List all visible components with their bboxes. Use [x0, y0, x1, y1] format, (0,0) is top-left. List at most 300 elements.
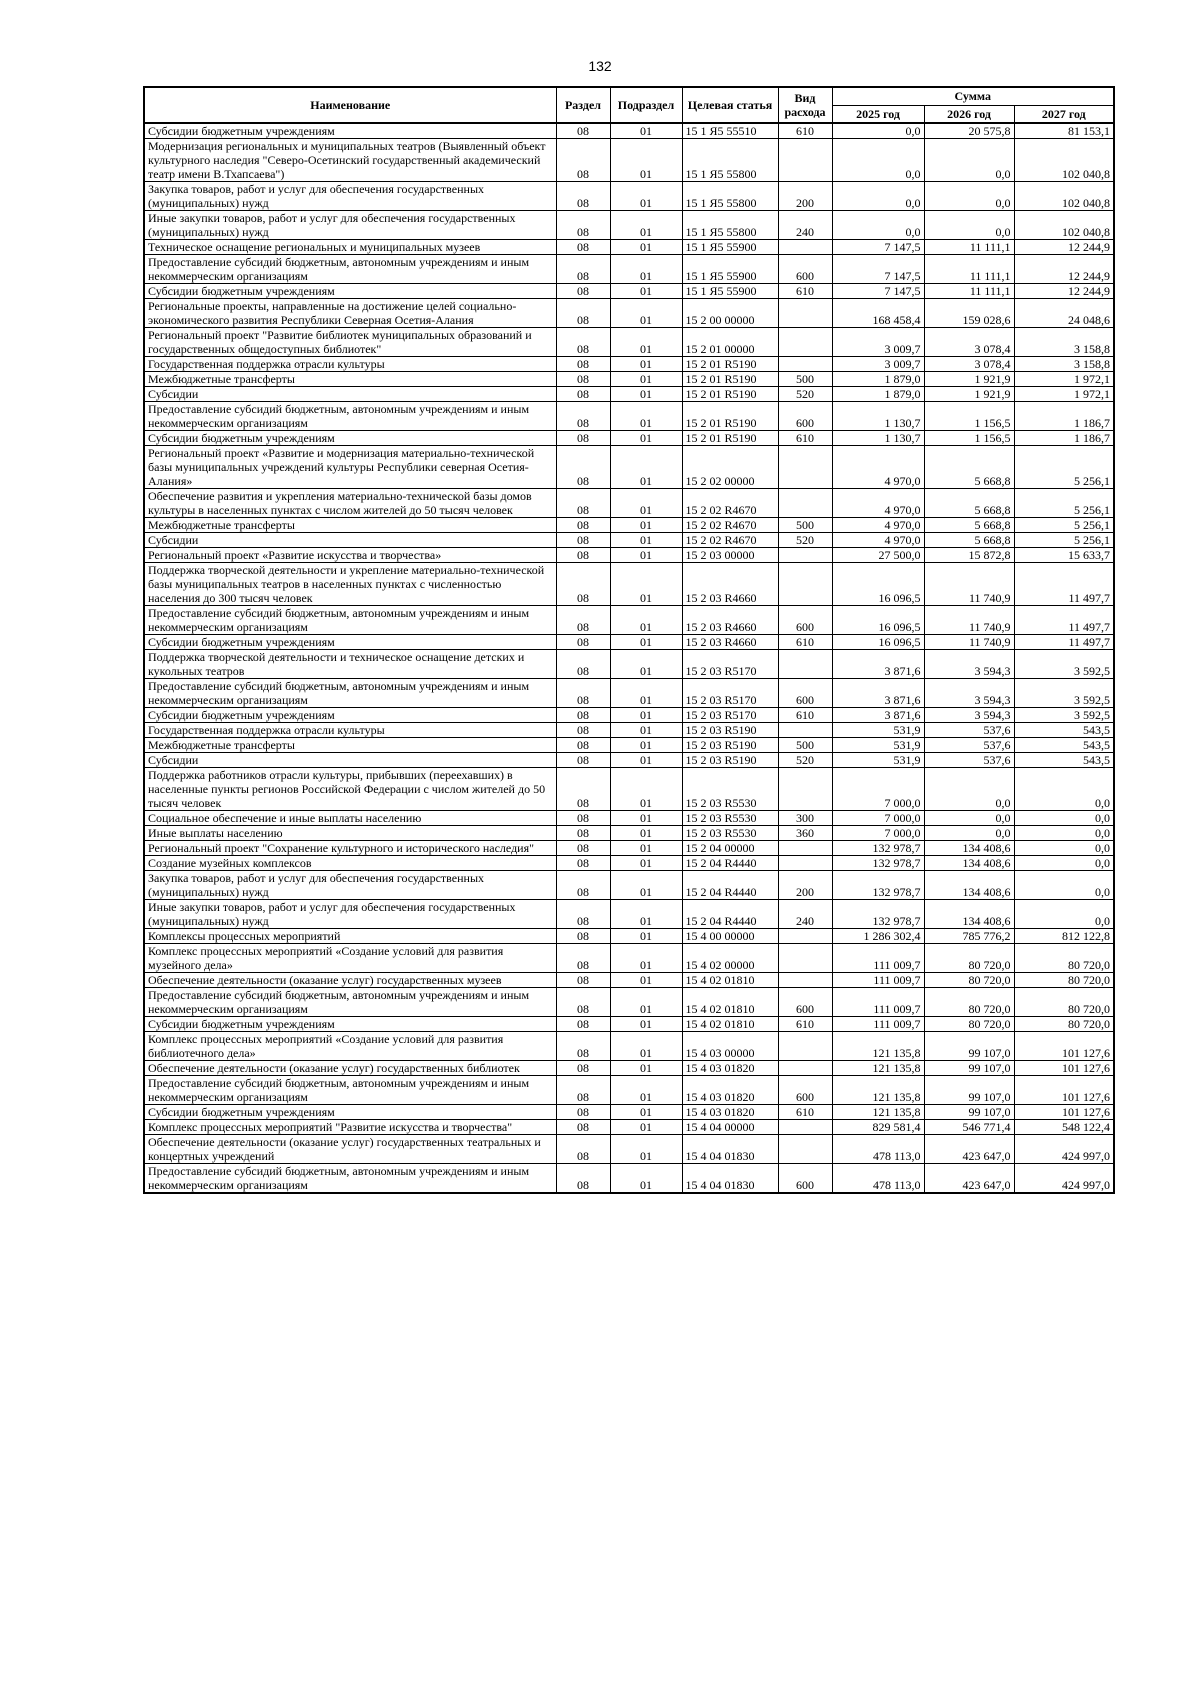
cell-target-article: 15 2 03 R5530 — [682, 811, 778, 826]
cell-target-article: 15 1 Я5 55900 — [682, 284, 778, 299]
cell-target-article: 15 2 03 R4660 — [682, 563, 778, 606]
cell-subsection: 01 — [610, 548, 682, 563]
cell-2025: 1 879,0 — [832, 372, 924, 387]
cell-2025: 478 113,0 — [832, 1164, 924, 1194]
cell-subsection: 01 — [610, 518, 682, 533]
cell-2025: 3 871,6 — [832, 679, 924, 708]
cell-expense-type: 600 — [778, 679, 832, 708]
cell-subsection: 01 — [610, 563, 682, 606]
cell-section: 08 — [556, 255, 610, 284]
cell-2027: 0,0 — [1014, 841, 1114, 856]
table-row — [144, 650, 1114, 679]
cell-expense-type — [778, 139, 832, 182]
cell-name: Комплексы процессных мероприятий — [144, 929, 556, 944]
cell-section: 08 — [556, 518, 610, 533]
cell-2025: 4 970,0 — [832, 533, 924, 548]
cell-2027: 5 256,1 — [1014, 489, 1114, 518]
cell-2027: 11 497,7 — [1014, 606, 1114, 635]
cell-name: Поддержка творческой деятельности и техническое оснащение детских и кукольных театров — [144, 650, 556, 679]
cell-expense-type — [778, 240, 832, 255]
table-row — [144, 357, 1114, 372]
cell-target-article: 15 1 Я5 55900 — [682, 240, 778, 255]
cell-target-article: 15 2 04 R4440 — [682, 871, 778, 900]
table-row — [144, 753, 1114, 768]
cell-2027: 3 158,8 — [1014, 357, 1114, 372]
cell-name: Техническое оснащение региональных и муниципальных музеев — [144, 240, 556, 255]
table-row — [144, 489, 1114, 518]
cell-2027: 548 122,4 — [1014, 1120, 1114, 1135]
cell-expense-type: 500 — [778, 372, 832, 387]
cell-subsection: 01 — [610, 988, 682, 1017]
cell-expense-type — [778, 328, 832, 357]
cell-section: 08 — [556, 944, 610, 973]
cell-2026: 20 575,8 — [924, 123, 1014, 139]
table-row — [144, 929, 1114, 944]
cell-expense-type: 610 — [778, 1105, 832, 1120]
cell-target-article: 15 4 02 01810 — [682, 1017, 778, 1032]
cell-subsection: 01 — [610, 606, 682, 635]
cell-2025: 7 000,0 — [832, 826, 924, 841]
cell-2025: 7 147,5 — [832, 255, 924, 284]
cell-subsection: 01 — [610, 723, 682, 738]
cell-expense-type — [778, 1120, 832, 1135]
cell-2025: 531,9 — [832, 723, 924, 738]
cell-2027: 102 040,8 — [1014, 139, 1114, 182]
cell-name: Поддержка творческой деятельности и укрепление материально-технической базы муниципальных театров в населенных пунктах с численностью населения до 300 тысяч человек — [144, 563, 556, 606]
cell-expense-type — [778, 1135, 832, 1164]
cell-name: Социальное обеспечение и иные выплаты населению — [144, 811, 556, 826]
cell-2026: 0,0 — [924, 139, 1014, 182]
cell-name: Обеспечение развития и укрепления материально-технической базы домов культуры в населенных пунктах с числом жителей до 50 тысяч человек — [144, 489, 556, 518]
cell-subsection: 01 — [610, 753, 682, 768]
cell-2026: 5 668,8 — [924, 489, 1014, 518]
table-row — [144, 679, 1114, 708]
cell-2026: 0,0 — [924, 811, 1014, 826]
cell-section: 08 — [556, 811, 610, 826]
cell-subsection: 01 — [610, 1032, 682, 1061]
cell-2026: 1 921,9 — [924, 372, 1014, 387]
table-row — [144, 402, 1114, 431]
cell-expense-type: 520 — [778, 387, 832, 402]
cell-target-article: 15 2 03 R5190 — [682, 753, 778, 768]
cell-section: 08 — [556, 1105, 610, 1120]
cell-2025: 7 000,0 — [832, 811, 924, 826]
cell-2025: 0,0 — [832, 211, 924, 240]
cell-section: 08 — [556, 1017, 610, 1032]
cell-2025: 0,0 — [832, 123, 924, 139]
cell-2025: 531,9 — [832, 753, 924, 768]
cell-2027: 424 997,0 — [1014, 1164, 1114, 1194]
cell-subsection: 01 — [610, 255, 682, 284]
table-row — [144, 1120, 1114, 1135]
cell-2027: 5 256,1 — [1014, 518, 1114, 533]
cell-2027: 1 972,1 — [1014, 387, 1114, 402]
cell-2027: 543,5 — [1014, 753, 1114, 768]
cell-2025: 111 009,7 — [832, 988, 924, 1017]
cell-section: 08 — [556, 856, 610, 871]
cell-subsection: 01 — [610, 768, 682, 811]
table-row — [144, 518, 1114, 533]
cell-section: 08 — [556, 738, 610, 753]
table-row — [144, 811, 1114, 826]
cell-subsection: 01 — [610, 240, 682, 255]
cell-subsection: 01 — [610, 708, 682, 723]
cell-name: Комплекс процессных мероприятий "Развитие искусства и творчества" — [144, 1120, 556, 1135]
cell-name: Предоставление субсидий бюджетным, автономным учреждениям и иным некоммерческим организациям — [144, 988, 556, 1017]
table-row — [144, 1164, 1114, 1194]
table-row — [144, 182, 1114, 211]
cell-target-article: 15 1 Я5 55800 — [682, 139, 778, 182]
cell-2027: 3 158,8 — [1014, 328, 1114, 357]
cell-expense-type: 600 — [778, 606, 832, 635]
cell-2027: 11 497,7 — [1014, 563, 1114, 606]
cell-target-article: 15 2 04 00000 — [682, 841, 778, 856]
header-target-article: Целевая статья — [682, 87, 778, 123]
cell-section: 08 — [556, 563, 610, 606]
cell-section: 08 — [556, 357, 610, 372]
table-row — [144, 387, 1114, 402]
header-2027: 2027 год — [1014, 105, 1114, 123]
cell-2025: 121 135,8 — [832, 1032, 924, 1061]
cell-expense-type: 610 — [778, 1017, 832, 1032]
cell-2025: 3 009,7 — [832, 328, 924, 357]
cell-target-article: 15 4 04 01830 — [682, 1164, 778, 1194]
cell-2026: 11 111,1 — [924, 255, 1014, 284]
cell-2025: 121 135,8 — [832, 1076, 924, 1105]
table-row — [144, 563, 1114, 606]
table-row — [144, 826, 1114, 841]
cell-subsection: 01 — [610, 387, 682, 402]
cell-name: Предоставление субсидий бюджетным, автономным учреждениям и иным некоммерческим организациям — [144, 1164, 556, 1194]
cell-section: 08 — [556, 606, 610, 635]
cell-subsection: 01 — [610, 123, 682, 139]
cell-name: Предоставление субсидий бюджетным, автономным учреждениям и иным некоммерческим организациям — [144, 255, 556, 284]
table-row — [144, 768, 1114, 811]
cell-2027: 0,0 — [1014, 871, 1114, 900]
cell-target-article: 15 1 Я5 55800 — [682, 182, 778, 211]
cell-expense-type: 610 — [778, 708, 832, 723]
cell-name: Межбюджетные трансферты — [144, 738, 556, 753]
cell-2027: 812 122,8 — [1014, 929, 1114, 944]
header-2025: 2025 год — [832, 105, 924, 123]
cell-name: Субсидии бюджетным учреждениям — [144, 635, 556, 650]
cell-target-article: 15 4 03 00000 — [682, 1032, 778, 1061]
cell-2027: 12 244,9 — [1014, 284, 1114, 299]
cell-expense-type — [778, 446, 832, 489]
cell-expense-type — [778, 1061, 832, 1076]
cell-2026: 423 647,0 — [924, 1164, 1014, 1194]
cell-target-article: 15 2 03 R5170 — [682, 708, 778, 723]
table-row — [144, 548, 1114, 563]
cell-name: Предоставление субсидий бюджетным, автономным учреждениям и иным некоммерческим организациям — [144, 1076, 556, 1105]
cell-section: 08 — [556, 841, 610, 856]
cell-2026: 99 107,0 — [924, 1032, 1014, 1061]
header-2026: 2026 год — [924, 105, 1014, 123]
cell-2025: 3 871,6 — [832, 708, 924, 723]
cell-expense-type — [778, 768, 832, 811]
table-row — [144, 606, 1114, 635]
cell-2026: 11 740,9 — [924, 635, 1014, 650]
cell-2025: 121 135,8 — [832, 1105, 924, 1120]
cell-expense-type: 600 — [778, 988, 832, 1017]
cell-target-article: 15 2 04 R4440 — [682, 900, 778, 929]
cell-section: 08 — [556, 489, 610, 518]
cell-section: 08 — [556, 548, 610, 563]
cell-target-article: 15 2 03 R5170 — [682, 679, 778, 708]
cell-section: 08 — [556, 900, 610, 929]
cell-expense-type: 610 — [778, 284, 832, 299]
cell-subsection: 01 — [610, 1120, 682, 1135]
cell-target-article: 15 2 01 R5190 — [682, 357, 778, 372]
cell-2025: 16 096,5 — [832, 563, 924, 606]
cell-subsection: 01 — [610, 182, 682, 211]
cell-name: Региональные проекты, направленные на достижение целей социально-экономического развития Республики Северная Осетия-Алания — [144, 299, 556, 328]
cell-target-article: 15 2 01 R5190 — [682, 431, 778, 446]
cell-2027: 80 720,0 — [1014, 1017, 1114, 1032]
cell-expense-type: 520 — [778, 533, 832, 548]
cell-2025: 4 970,0 — [832, 489, 924, 518]
cell-2026: 80 720,0 — [924, 973, 1014, 988]
cell-target-article: 15 2 04 R4440 — [682, 856, 778, 871]
table-row — [144, 446, 1114, 489]
cell-2025: 132 978,7 — [832, 871, 924, 900]
cell-expense-type — [778, 548, 832, 563]
cell-target-article: 15 2 01 R5190 — [682, 387, 778, 402]
cell-name: Межбюджетные трансферты — [144, 518, 556, 533]
table-row — [144, 856, 1114, 871]
cell-2026: 134 408,6 — [924, 871, 1014, 900]
cell-2026: 99 107,0 — [924, 1105, 1014, 1120]
cell-expense-type — [778, 856, 832, 871]
cell-2027: 0,0 — [1014, 900, 1114, 929]
cell-2027: 102 040,8 — [1014, 211, 1114, 240]
cell-2025: 111 009,7 — [832, 1017, 924, 1032]
cell-section: 08 — [556, 679, 610, 708]
cell-2027: 0,0 — [1014, 826, 1114, 841]
cell-expense-type — [778, 1032, 832, 1061]
table-row — [144, 1135, 1114, 1164]
cell-name: Предоставление субсидий бюджетным, автономным учреждениям и иным некоммерческим организациям — [144, 679, 556, 708]
table-row — [144, 988, 1114, 1017]
table-row — [144, 635, 1114, 650]
cell-name: Закупка товаров, работ и услуг для обеспечения государственных (муниципальных) нужд — [144, 182, 556, 211]
cell-2025: 478 113,0 — [832, 1135, 924, 1164]
cell-expense-type — [778, 357, 832, 372]
cell-2025: 0,0 — [832, 139, 924, 182]
cell-target-article: 15 2 01 00000 — [682, 328, 778, 357]
cell-subsection: 01 — [610, 328, 682, 357]
cell-expense-type: 500 — [778, 518, 832, 533]
cell-section: 08 — [556, 871, 610, 900]
cell-2026: 99 107,0 — [924, 1061, 1014, 1076]
cell-subsection: 01 — [610, 533, 682, 548]
cell-2025: 132 978,7 — [832, 900, 924, 929]
cell-section: 08 — [556, 299, 610, 328]
cell-subsection: 01 — [610, 1017, 682, 1032]
cell-subsection: 01 — [610, 856, 682, 871]
cell-subsection: 01 — [610, 1135, 682, 1164]
cell-2026: 159 028,6 — [924, 299, 1014, 328]
cell-2025: 27 500,0 — [832, 548, 924, 563]
cell-target-article: 15 4 02 00000 — [682, 944, 778, 973]
cell-expense-type: 360 — [778, 826, 832, 841]
cell-name: Субсидии бюджетным учреждениям — [144, 123, 556, 139]
cell-target-article: 15 2 01 R5190 — [682, 402, 778, 431]
cell-2027: 80 720,0 — [1014, 973, 1114, 988]
cell-subsection: 01 — [610, 635, 682, 650]
cell-name: Региональный проект «Развитие и модернизация материально-технической базы муниципальных учреждений культуры Республики северная Осетия-Алания» — [144, 446, 556, 489]
cell-expense-type: 520 — [778, 753, 832, 768]
cell-target-article: 15 1 Я5 55510 — [682, 123, 778, 139]
cell-subsection: 01 — [610, 299, 682, 328]
cell-subsection: 01 — [610, 431, 682, 446]
cell-target-article: 15 2 02 R4670 — [682, 533, 778, 548]
cell-section: 08 — [556, 723, 610, 738]
cell-subsection: 01 — [610, 841, 682, 856]
cell-subsection: 01 — [610, 650, 682, 679]
cell-2027: 0,0 — [1014, 811, 1114, 826]
cell-2027: 24 048,6 — [1014, 299, 1114, 328]
cell-2025: 132 978,7 — [832, 856, 924, 871]
table-row — [144, 284, 1114, 299]
cell-2025: 7 147,5 — [832, 240, 924, 255]
table-row — [144, 240, 1114, 255]
cell-section: 08 — [556, 650, 610, 679]
cell-name: Субсидии бюджетным учреждениям — [144, 1017, 556, 1032]
cell-section: 08 — [556, 139, 610, 182]
cell-subsection: 01 — [610, 826, 682, 841]
cell-subsection: 01 — [610, 357, 682, 372]
cell-expense-type: 610 — [778, 123, 832, 139]
cell-2027: 3 592,5 — [1014, 679, 1114, 708]
cell-expense-type: 500 — [778, 738, 832, 753]
cell-2027: 12 244,9 — [1014, 240, 1114, 255]
table-row — [144, 431, 1114, 446]
cell-subsection: 01 — [610, 929, 682, 944]
cell-target-article: 15 4 04 00000 — [682, 1120, 778, 1135]
cell-expense-type: 240 — [778, 211, 832, 240]
cell-name: Иные выплаты населению — [144, 826, 556, 841]
cell-section: 08 — [556, 402, 610, 431]
cell-expense-type: 200 — [778, 871, 832, 900]
cell-section: 08 — [556, 446, 610, 489]
cell-target-article: 15 4 04 01830 — [682, 1135, 778, 1164]
cell-name: Субсидии бюджетным учреждениям — [144, 284, 556, 299]
cell-2027: 3 592,5 — [1014, 650, 1114, 679]
cell-target-article: 15 2 03 R5530 — [682, 826, 778, 841]
cell-2027: 80 720,0 — [1014, 944, 1114, 973]
cell-target-article: 15 2 03 R5530 — [682, 768, 778, 811]
cell-2025: 7 147,5 — [832, 284, 924, 299]
table-row — [144, 708, 1114, 723]
cell-section: 08 — [556, 1164, 610, 1194]
cell-2027: 12 244,9 — [1014, 255, 1114, 284]
cell-expense-type — [778, 723, 832, 738]
cell-target-article: 15 1 Я5 55800 — [682, 211, 778, 240]
cell-expense-type: 610 — [778, 635, 832, 650]
cell-2025: 4 970,0 — [832, 446, 924, 489]
cell-2027: 11 497,7 — [1014, 635, 1114, 650]
cell-name: Региональный проект «Развитие искусства и творчества» — [144, 548, 556, 563]
cell-section: 08 — [556, 328, 610, 357]
cell-section: 08 — [556, 182, 610, 211]
cell-2026: 785 776,2 — [924, 929, 1014, 944]
cell-expense-type: 600 — [778, 1164, 832, 1194]
cell-target-article: 15 4 03 01820 — [682, 1105, 778, 1120]
cell-section: 08 — [556, 1032, 610, 1061]
cell-2027: 1 186,7 — [1014, 402, 1114, 431]
cell-name: Субсидии бюджетным учреждениям — [144, 1105, 556, 1120]
cell-2027: 5 256,1 — [1014, 446, 1114, 489]
cell-2026: 99 107,0 — [924, 1076, 1014, 1105]
cell-subsection: 01 — [610, 811, 682, 826]
cell-name: Иные закупки товаров, работ и услуг для обеспечения государственных (муниципальных) нужд — [144, 900, 556, 929]
cell-name: Региональный проект "Сохранение культурного и исторического наследия" — [144, 841, 556, 856]
cell-2025: 1 879,0 — [832, 387, 924, 402]
cell-section: 08 — [556, 708, 610, 723]
cell-2025: 16 096,5 — [832, 606, 924, 635]
cell-2025: 829 581,4 — [832, 1120, 924, 1135]
cell-target-article: 15 1 Я5 55900 — [682, 255, 778, 284]
header-name: Наименование — [144, 87, 556, 123]
page-number: 132 — [588, 58, 612, 74]
table-body — [144, 123, 1114, 1193]
cell-section: 08 — [556, 240, 610, 255]
cell-expense-type: 600 — [778, 255, 832, 284]
cell-target-article: 15 4 03 01820 — [682, 1076, 778, 1105]
cell-subsection: 01 — [610, 900, 682, 929]
cell-section: 08 — [556, 1120, 610, 1135]
cell-subsection: 01 — [610, 973, 682, 988]
table-row — [144, 1032, 1114, 1061]
cell-expense-type — [778, 563, 832, 606]
cell-name: Субсидии — [144, 753, 556, 768]
cell-subsection: 01 — [610, 1105, 682, 1120]
cell-target-article: 15 2 02 R4670 — [682, 518, 778, 533]
cell-section: 08 — [556, 372, 610, 387]
header-section: Раздел — [556, 87, 610, 123]
cell-2026: 80 720,0 — [924, 988, 1014, 1017]
cell-2026: 80 720,0 — [924, 1017, 1014, 1032]
cell-2025: 1 130,7 — [832, 402, 924, 431]
cell-subsection: 01 — [610, 489, 682, 518]
cell-2025: 16 096,5 — [832, 635, 924, 650]
cell-2027: 1 186,7 — [1014, 431, 1114, 446]
cell-2026: 1 156,5 — [924, 402, 1014, 431]
cell-expense-type — [778, 489, 832, 518]
cell-2026: 3 594,3 — [924, 650, 1014, 679]
cell-name: Обеспечение деятельности (оказание услуг) государственных театральных и концертных учреждений — [144, 1135, 556, 1164]
cell-2026: 11 111,1 — [924, 240, 1014, 255]
cell-expense-type — [778, 973, 832, 988]
cell-subsection: 01 — [610, 139, 682, 182]
table-row — [144, 723, 1114, 738]
cell-subsection: 01 — [610, 372, 682, 387]
cell-2027: 15 633,7 — [1014, 548, 1114, 563]
cell-name: Субсидии бюджетным учреждениям — [144, 431, 556, 446]
cell-2026: 134 408,6 — [924, 856, 1014, 871]
cell-2027: 80 720,0 — [1014, 988, 1114, 1017]
cell-subsection: 01 — [610, 284, 682, 299]
cell-section: 08 — [556, 826, 610, 841]
cell-2026: 134 408,6 — [924, 900, 1014, 929]
cell-2025: 3 009,7 — [832, 357, 924, 372]
cell-name: Иные закупки товаров, работ и услуг для обеспечения государственных (муниципальных) нужд — [144, 211, 556, 240]
cell-name: Субсидии — [144, 533, 556, 548]
cell-target-article: 15 4 02 01810 — [682, 988, 778, 1017]
cell-subsection: 01 — [610, 402, 682, 431]
cell-2027: 101 127,6 — [1014, 1105, 1114, 1120]
